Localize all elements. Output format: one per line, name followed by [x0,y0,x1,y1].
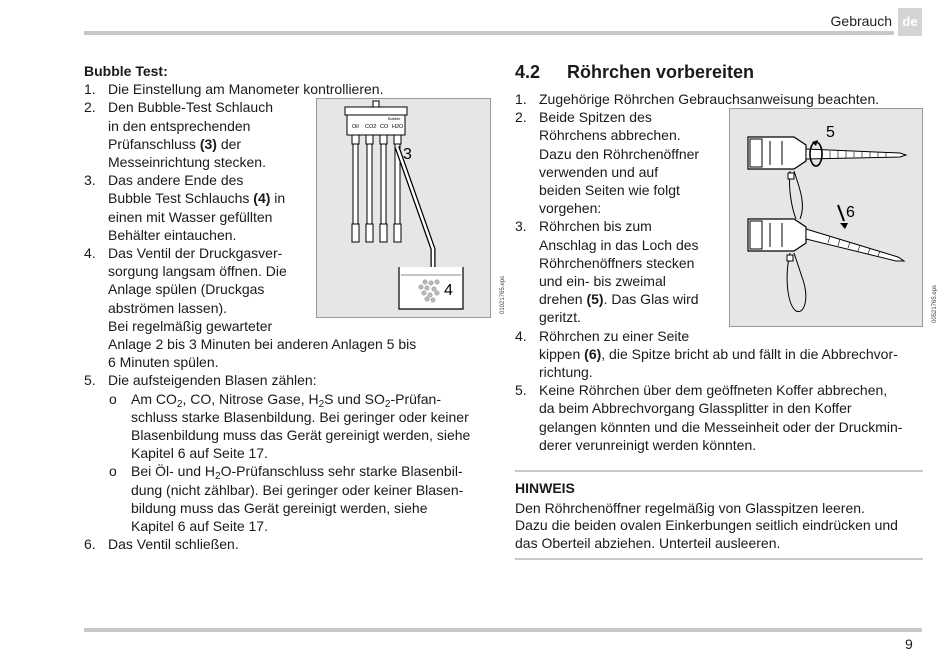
note-line: Den Röhrchenöffner regelmäßig von Glasspitzen leeren. [515,499,865,516]
bullet-circle-icon: o [109,463,117,480]
top-rule [84,31,894,35]
note-title: HINWEIS [515,480,575,496]
figure-code: 01021765.eps [500,276,506,315]
language-tab: de [898,8,922,36]
list-item: 1. Zugehörige Röhrchen Gebrauchsanweisung beachten. [515,91,880,107]
list-item: 4. Röhrchen zu einer Seite kippen (6), die Spitze bricht ab und fällt in die Abbrechvor- richtung. [515,327,898,381]
port-label-co: CO [380,124,389,131]
section-title: 4.2 Röhrchen vorbereiten [515,62,755,82]
note-box [515,470,923,560]
figure-code: 00521765.eps [932,285,938,324]
bubble-test-heading: Bubble Test: [84,63,168,79]
list-item: 4. Das Ventil der Druckgasver- sorgung langsam öffnen. Die Anlage spülen (Druckgas abströmen lassen). Bei regelmäßig gewarteter Anlage 2 bis 3 Minuten bei anderen Anlagen 5 bis 6 Minuten spülen. [84,245,417,371]
bottom-rule [84,628,922,632]
sub-bullet: o Am $CO_2$, CO, Nitrose Gase, $H_2S$ und $SO_2-Prüfan-$ schluss starke Blasenbildung. Bei geringer oder keiner Blasenbildung muss das Gerät gereinigt werden, siehe Kapitel 6 auf Seite 17. [109,390,471,462]
list-item: 3. Röhrchen bis zum Anschlag in das Loch des Röhrchenöffners stecken und ein- bis zweimal drehen (5). Das Glas wird geritzt. [515,218,699,326]
callout-5: 5 [826,124,835,142]
callout-3: 3 [403,146,412,164]
port-label-h2o: H2O [392,124,404,131]
note-line: Dazu die beiden ovalen Einkerbungen seitlich eindrücken und [515,517,898,533]
list-item: 5. Keine Röhrchen über dem geöffneten Koffer abbrechen, da beim Abbrechvorgang Glassplitter in den Koffer gelangen könnten und die Messeinheit oder der Druckmin- derer verunreinigt werden könnten. [515,382,903,453]
sub-bullet: o Bei Öl- und $H_2O$-Prüfanschluss sehr starke Blasenbil- dung (nicht zählbar). Bei geringer oder keiner Blasen- bildung muss das Gerät gereinigt werden, siehe Kapitel 6 auf Seite 17. [109,463,464,535]
list-item: 5. Die aufsteigenden Blasen zählen: [84,372,317,389]
callout-6: 6 [846,204,855,222]
running-header-title: Gebrauch [830,13,892,29]
list-item: 3. Das andere Ende des Bubble Test Schlauchs (4) in einen mit Wasser gefüllten Behälter eintauchen. [84,172,286,243]
port-label-oil: Oil [352,124,359,131]
left-column [84,62,506,553]
right-column [515,62,938,454]
page-number: 9 [905,636,913,652]
port-label-co2: CO2 [365,124,377,131]
manifold-small-label: Bubble [388,116,401,122]
list-item: 6. Das Ventil schließen. [84,536,239,553]
list-item: 2. Beide Spitzen des Röhrchens abbrechen. Dazu den Röhrchenöffner verwenden und auf beiden Seiten wie folgt vorgehen: [515,109,700,217]
bullet-circle-icon: o [109,390,117,407]
callout-4: 4 [444,282,453,300]
list-item: 2. Den Bubble-Test Schlauch in den entsprechenden Prüfanschluss (3) der Messeinrichtung stecken. [84,99,273,171]
list-item: 1. Die Einstellung am Manometer kontrollieren. [84,81,384,98]
note-line: das Oberteil abziehen. Unterteil ausleeren. [515,534,781,551]
